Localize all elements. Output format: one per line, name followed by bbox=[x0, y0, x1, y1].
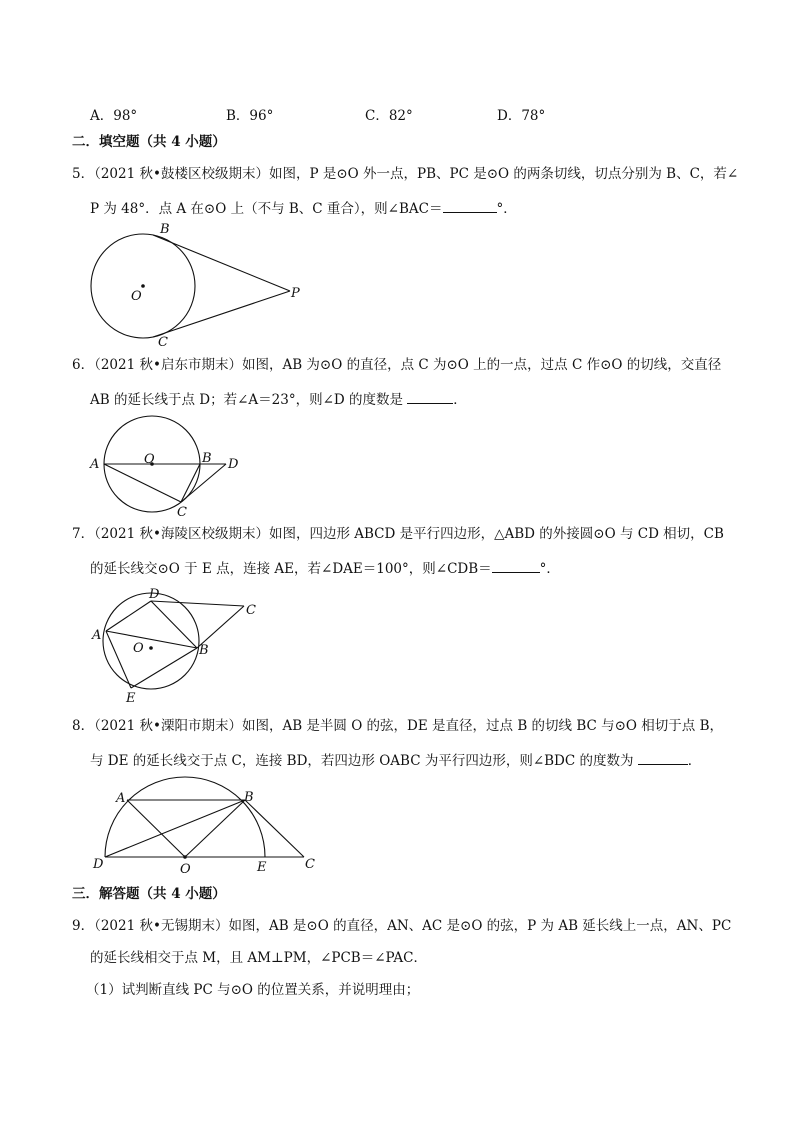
q9-line2: 的延长线相交于点 M，且 AM⊥PM，∠PCB＝∠PAC． bbox=[90, 950, 427, 966]
q6-label-b: B bbox=[202, 451, 212, 466]
q6-label-o: O bbox=[144, 452, 155, 467]
option-a: A．98° bbox=[90, 108, 138, 124]
q8-label-c: C bbox=[305, 857, 315, 872]
q8-line1: 8．（2021 秋•溧阳市期末）如图，AB 是半圆 O 的弦，DE 是直径，过点 B 的切线 BC 与⊙O 相切于点 B， bbox=[72, 718, 723, 734]
q8-label-e: E bbox=[257, 860, 267, 875]
section-solution-title: 三．解答题（共 4 小题） bbox=[72, 886, 226, 902]
q5-label-o: O bbox=[131, 289, 142, 304]
q6-unit: ． bbox=[453, 392, 467, 408]
q7-label-b: B bbox=[199, 643, 209, 658]
q8-label-o: O bbox=[180, 862, 191, 877]
q7-label-e: E bbox=[126, 691, 136, 706]
q7-text: 的延长线交⊙O 于 E 点，连接 AE，若∠DAE＝100°，则∠CDB＝ bbox=[90, 561, 492, 577]
q9-line1: 9．（2021 秋•无锡期末）如图，AB 是⊙O 的直径，AN、AC 是⊙O 的弦，P 为 AB 延长线上一点，AN、PC bbox=[72, 918, 732, 934]
q7-label-a: A bbox=[92, 628, 102, 643]
q5-label-c: C bbox=[158, 335, 168, 350]
q6-label-a: A bbox=[90, 457, 100, 472]
q8-segment-ob bbox=[185, 800, 245, 857]
q8-label-d: D bbox=[93, 857, 104, 872]
q8-tangent-bc bbox=[245, 800, 304, 857]
q5-label-p: P bbox=[291, 286, 300, 301]
q5-label-b: B bbox=[160, 222, 170, 237]
q6-label-d: D bbox=[228, 457, 239, 472]
q5-line1: 5．（2021 秋•鼓楼区校级期末）如图，P 是⊙O 外一点，PB、PC 是⊙O 的两条切线，切点分别为 B、C，若∠ bbox=[72, 166, 739, 182]
q5-text: P 为 48°．点 A 在⊙O 上（不与 B、C 重合），则∠BAC＝ bbox=[90, 201, 443, 217]
option-b: B．96° bbox=[226, 108, 274, 124]
q8-label-a: A bbox=[116, 791, 126, 806]
q8-text: 与 DE 的延长线交于点 C，连接 BD，若四边形 OABC 为平行四边形，则∠BDC 的度数为 bbox=[90, 753, 638, 769]
q7-label-o: O bbox=[133, 641, 144, 656]
q8-segment-db bbox=[105, 800, 245, 857]
q6-label-c: C bbox=[177, 505, 187, 520]
q7-label-d: D bbox=[149, 587, 160, 602]
q8-unit: ． bbox=[687, 753, 702, 769]
q6-line1: 6．（2021 秋•启东市期末）如图，AB 为⊙O 的直径，点 C 为⊙O 上的一点，过点 C 作⊙O 的切线，交直径 bbox=[72, 357, 722, 373]
q7-line1: 7．（2021 秋•海陵区校级期末）如图，四边形 ABCD 是平行四边形，△ABD 的外接圆⊙O 与 CD 相切，CB bbox=[72, 526, 724, 542]
q7-unit: °． bbox=[539, 561, 560, 577]
q8-semicircle bbox=[105, 777, 265, 857]
option-d: D．78° bbox=[497, 108, 546, 124]
q5-unit: °． bbox=[496, 201, 517, 217]
q8-center-dot bbox=[183, 855, 187, 859]
option-c: C．82° bbox=[365, 108, 413, 124]
section-fill-blank-title: 二．填空题（共 4 小题） bbox=[72, 134, 226, 150]
q7-label-c: C bbox=[246, 603, 256, 618]
q8-label-b: B bbox=[244, 790, 254, 805]
q9-line3: （1）试判断直线 PC 与⊙O 的位置关系，并说明理由； bbox=[86, 982, 420, 998]
q6-text: AB 的延长线于点 D；若∠A＝23°，则∠D 的度数是 bbox=[90, 392, 408, 408]
